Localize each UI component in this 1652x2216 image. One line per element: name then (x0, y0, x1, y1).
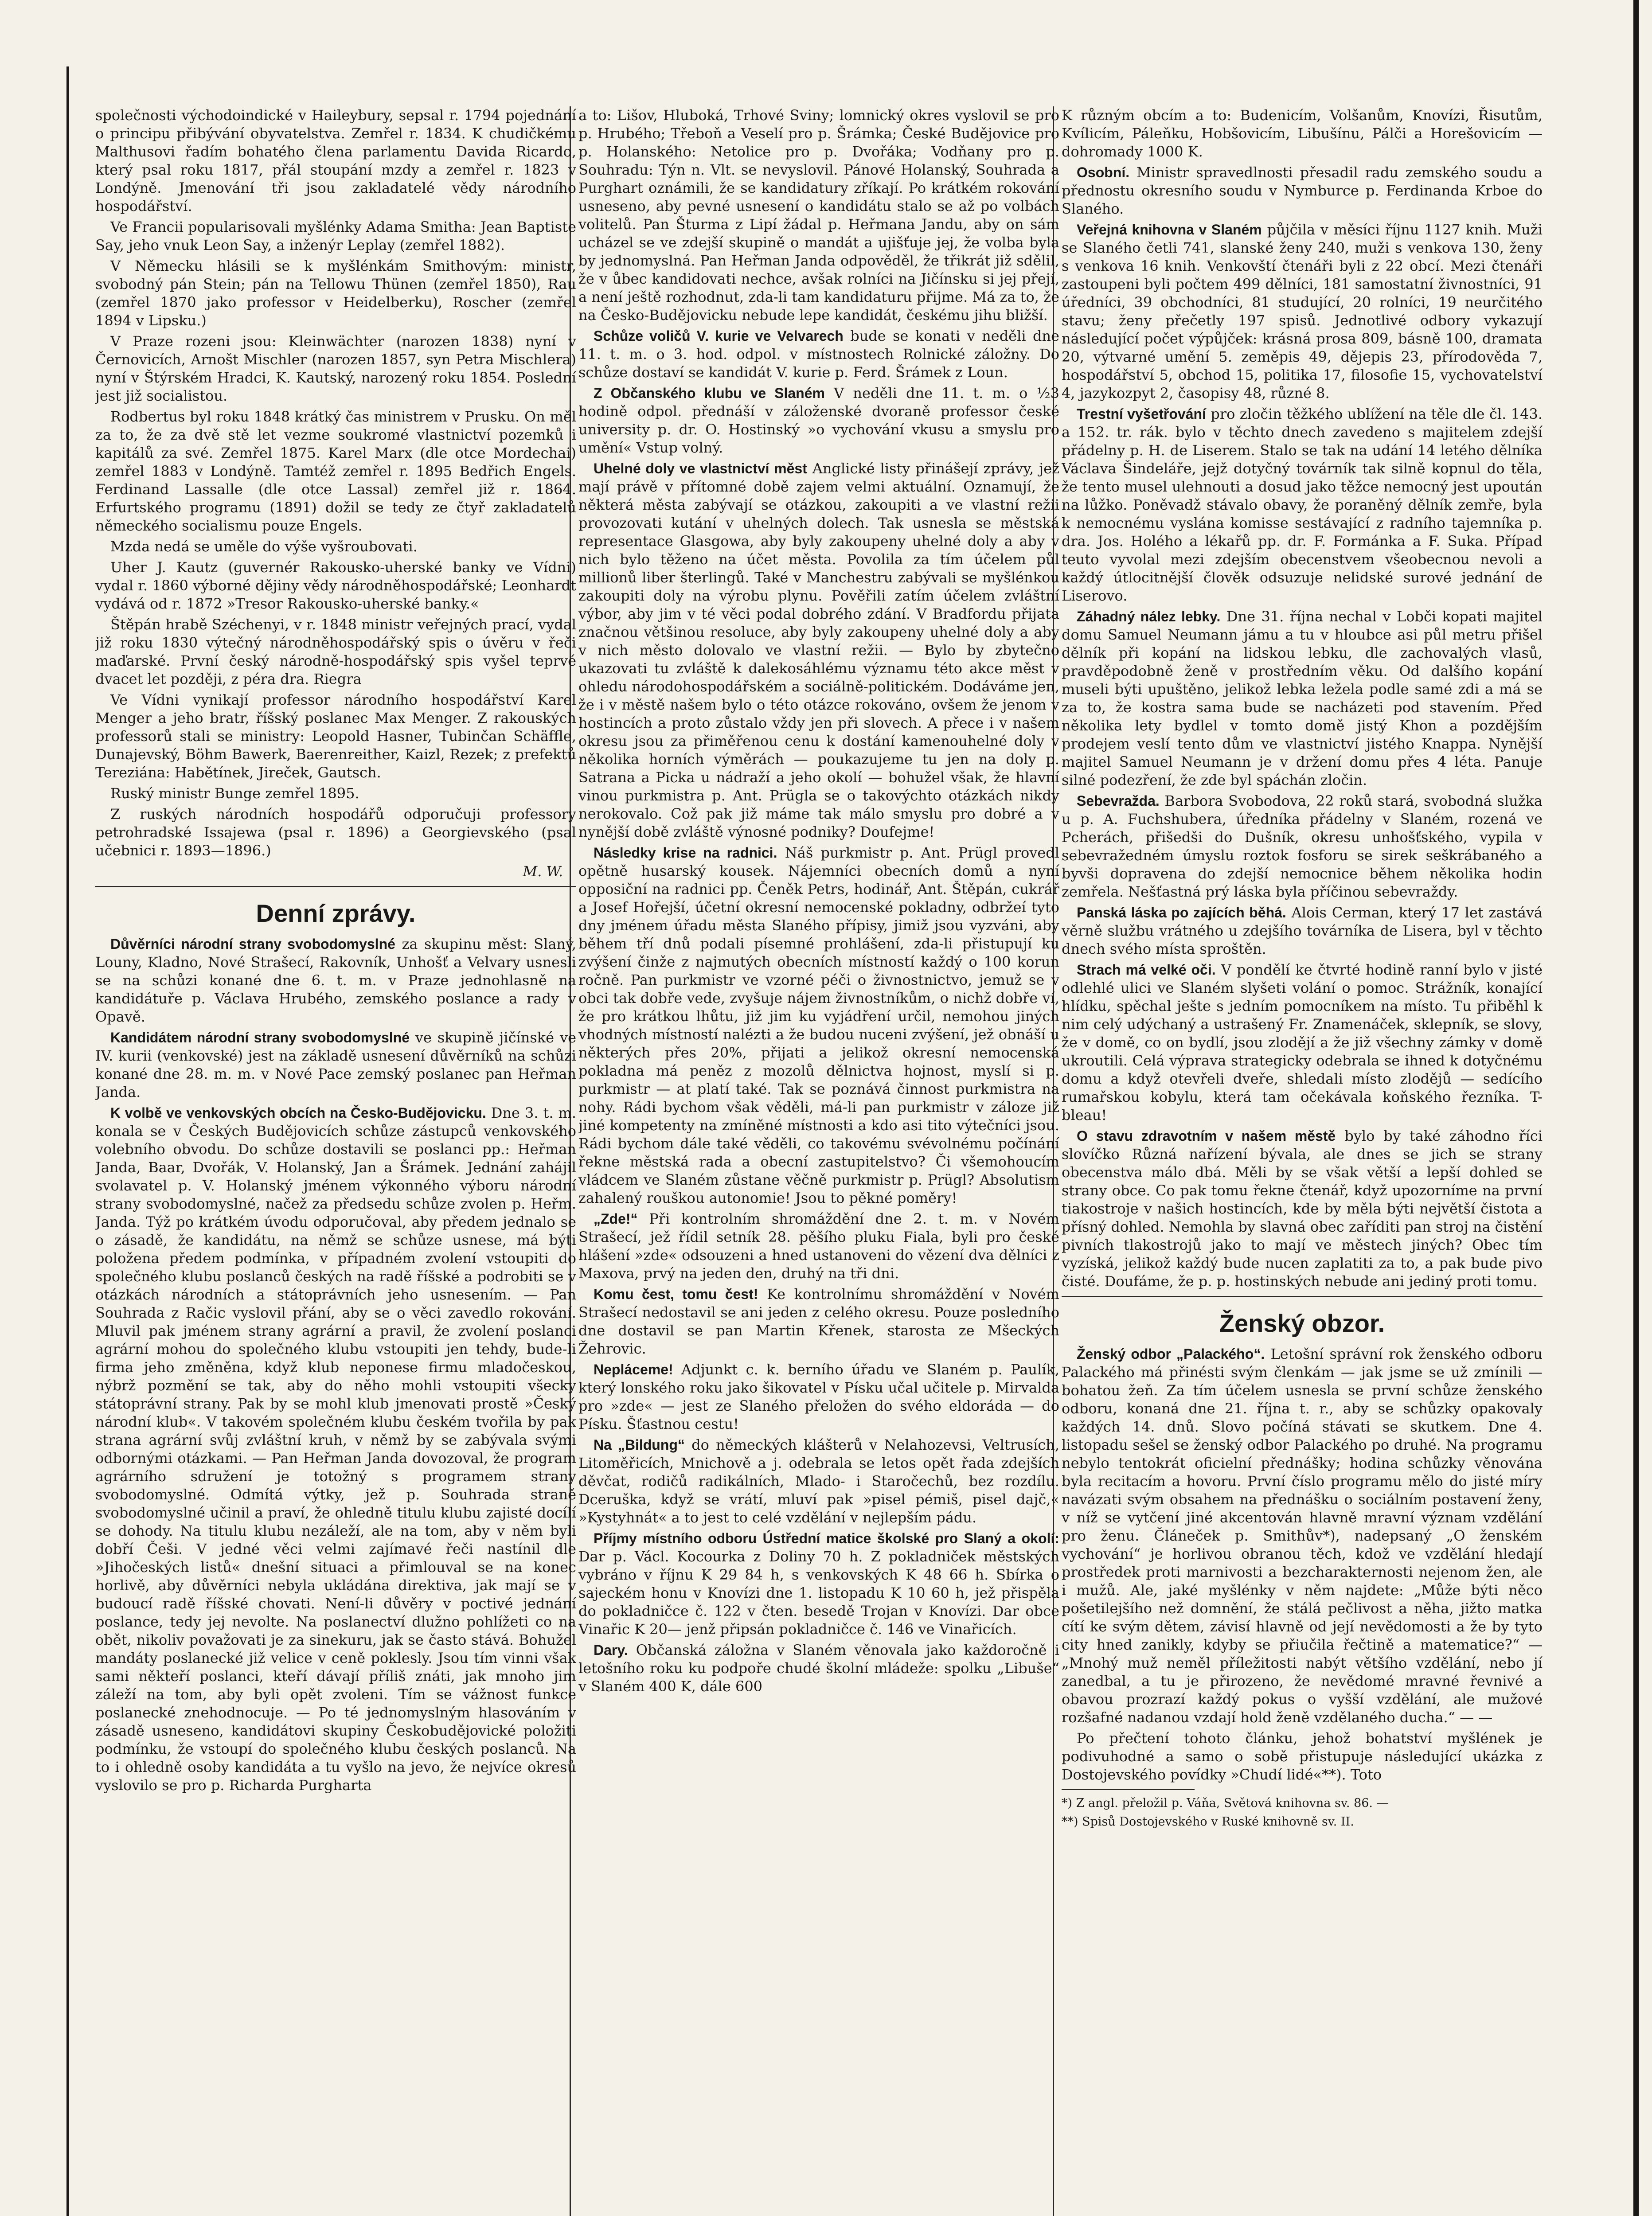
news-text: bylo by také záhodno říci slovíčko Různá nařízení bývala, ale dnes se jich se strany obecenstva málo dbá. Měli by se však větší a lepší dohled se strany obce. Co pak tomu řekne čtenář, když upozorníme na první tiakostroje v našich hostincích, kde by měla býti největší čistota a přísný dohled. Nemohla by slavná obec zaříditi pan stroj na čistění pivních tlakostrojů jako to mají ve městech jiných? Obec tím vyzíská, jelikož každý bude nucen zaplatiti za to, a pak bude pivo čisté. Doufáme, že p. p. hostinských nebude ani jediný proti tomu. (1062, 1128, 1543, 1290)
news-headline: Příjmy místního odboru Ústřední matice školské pro Slaný a okolí: (594, 1530, 1059, 1546)
news-item (1062, 904, 1543, 958)
news-headline: K volbě ve venkovských obcích na Česko-Budějovicku. (110, 1105, 486, 1121)
news-headline: Záhadný nález lebky. (1077, 609, 1221, 624)
news-text: bude se konati v neděli dne 11. t. m. o 3. hod. odpol. v místnostech Rolnické záložny. Do schůze dostaví se kandidát V. kurie p. Ferd. Šrámek z Loun. (578, 328, 1059, 381)
article-paragraph: Mzda nedá se uměle do výše vyšroubovati. (110, 538, 418, 555)
article-paragraph: Z ruských národních hospodářů odporučuji professory petrohradské Issajewa (psal r. 1896) a Georgievského (psal učebnici r. 1893—1896.) (95, 806, 576, 859)
news-item (1062, 608, 1543, 789)
news-headline: Veřejná knihovna v Slaném (1077, 222, 1262, 238)
news-item (95, 1104, 576, 1795)
news-text: V neděli dne 11. t. m. o ½3 hodině odpol. přednáší v záloženské dvoraně professor české university p. dr. O. Hostinský »o vychování vkusu a smyslu pro umění« Vstup volný. (578, 385, 1059, 456)
footnote-rule (1062, 1789, 1195, 1790)
section-title-womens-horizon: Ženský obzor. (1219, 1309, 1385, 1337)
page-edge-border (1633, 0, 1639, 2216)
news-text: Adjunkt c. k. berního úřadu ve Slaném p. Paulík, který lonského roku jako šikovatel v Písku učal učitele p. Mirvalda pro »zde« — jest ze Slaného přeložen do svého eldoráda — do Písku. Šťastnou cestu! (578, 1361, 1059, 1432)
news-text: ve skupině jičínské ve IV. kurii (venkovské) jest na základě usnesení důvěrníků na schůzi konané dne 28. m. m. v Nové Pace zemský poslanec pan Heřman Janda. (95, 1029, 576, 1100)
article-paragraph: společnosti východoindické v Haileybury, sepsal r. 1794 pojednání o principu přibývání obyvatelstva. Zemřel r. 1834. K chudičkému Malthusovi řadím bohatého člena parlamentu Davida Ricardo, který psal roku 1817, přál stoupání mzdy a zemřel r. 1823 v Londýně. Jmenování tři jsou zakladatelé vědy národního hospodářství. (95, 107, 576, 215)
article-paragraph: Ve Francii popularisovali myšlénky Adama Smitha: Jean Baptiste Say, jeho vnuk Leon Say, a inženýr Leplay (zemřel 1882). (95, 218, 576, 254)
news-headline: Schůze voličů V. kurie ve Velvarech (594, 328, 844, 344)
news-item (578, 1641, 1059, 1696)
news-item (578, 1361, 1059, 1433)
article-paragraph: Ruský ministr Bunge zemřel 1895. (110, 785, 359, 802)
news-text: pro zločin těžkého ublížení na těle dle čl. 143. a 152. tr. rák. bylo v těchto dnech zavedeno s majitelem zdejší přádelny p. H. de Liserem. Stalo se tak na udání 14 letého dělníka Václava Šindeláře, jejž dotyčný továrník tak silně kopnul do těla, že tento musel ulehnouti a dosud jako těžce nemocný jest upoután na lůžko. Poněvadž stávalo obavy, že poraněný dělník zemře, byla k nemocnému vyslána komisse sestávající z radního tajemníka p. dra. Jos. Holého a lékařů pp. dr. F. Formánka a F. Suka. Případ teuto vyvolal mezi zdejším obecenstvem všeobecnou nevoli a každý útlocitnější člověk odsuzuje nelidské surové jednání de Liserovo. (1062, 406, 1543, 604)
article-paragraph: Štěpán hrabě Széchenyi, v r. 1848 ministr veřejných prací, vydal již roku 1830 výtečný národněhospodářský spis o úvěru v řeči maďarské. První český národně-hospodářský spis vyšel teprvé dvacet let později, z péra dra. Riegra (95, 616, 576, 687)
news-headline: Důvěrníci národní strany svobodomyslné (110, 936, 395, 952)
news-text: Dar p. Václ. Kocourka z Doliny 70 h. Z pokladniček městských vybráno v říjnu K 29 84 h, s venkovských K 48 66 h. Sbírka o sajeckém honu v Knovízi dne 1. listopadu K 10 60 h, jež přispěla do pokladničce č. 122 v čten. besedě Trojan v Knovízi. Dar obce Vinařic K 20— jenž připsán pokladničce č. 146 ve Vinařicích. (578, 1548, 1059, 1638)
news-headline: Ženský odbor „Palackého“. (1077, 1346, 1265, 1362)
news-text: Anglické listy přinášejí zprávy, jež mají právě v přítomné době zajem velmi aktuální. Oznamují, že některá města zabývají se otázkou, zakoupiti a ve vlastní režii provozovati kutání v uhelných dolech. Tak usnesla se městská representace Glasgowa, aby byly zakoupeny uhelné doly a aby v nich bylo těženo na účet města. Povolila za tím účelem půl millionů liber šterlingů. Také v Manchestru zabývali se myšlénkou zakoupiti doly na výrobu plynu. Pověřili zatím účelem zvláštní výbor, aby jim v té věci podal dobrého zdání. V Bradfordu přijata značnou většinou resoluce, aby byly zakoupeny uhelné doly a aby v nich město dolovalo ve vlastní režii. — Bylo by zbytečno ukazovati tu zvláště k dalekosáhlému významu této akce měst v ohledu národohospodářském a sociálně-politickém. Dodáváme jen, že i v městě našem bylo o této otázce rokováno, ovšem že jenom v hostincích a proto zůstalo vždy jen při slovech. A přece i v našem okresu jsou za přiměřenou cenu k dostání kamenouhelné doly v několika horních výměrách — poukazujeme tu jen na doly p. Satrana a Picka u nádraží a jeho okolí — bohužel však, že hlavní vinou purkmistra p. Ant. Prügla se o takovýchto otázkách nikdy nerokovalo. Což pak již máme tak málo smyslu pro dobré a v nynější době zvláště výnosné podniky? Doufejme! (578, 460, 1059, 840)
news-item (578, 460, 1059, 841)
news-text: Při kontrolním shromáždění dne 2. t. m. v Novém Strašecí, jež řídil setník 28. pěšího pluku Fiala, byli pro české hlášení »zde« odsouzeni a hned ustanoveni do vězení dva dělníci z Maxova, prvý na jeden den, druhý na tři dni. (578, 1210, 1059, 1282)
news-text: Alois Cerman, který 17 let zastává věrně službu vrátného u zdejšího továrníka de Lisera, byl v těchto dnech svého místa sproštěn. (1062, 904, 1543, 957)
column-2 (578, 106, 1059, 2216)
news-item (95, 935, 576, 1026)
news-item (578, 327, 1059, 382)
news-item (1062, 792, 1543, 901)
news-text: půjčila v měsíci říjnu 1127 knih. Muži se Slaného četli 741, slanské ženy 240, muži s venkova 130, ženy s venkova 16 knih. Venkovští čtenáři byli z 22 obcí. Mezi čtenáři zastoupeni byli počtem 499 dělníci, 181 samostatní živnostníci, 91 úředníci, 39 obchodníci, 81 studující, 20 rolníci, 19 neurčitého stavu; ženy přečetly 197 spisů. Jednotlivé odbory vykazují následující počet výpůjček: krásná prosa 809, básně 100, dramata 20, výtvarné umění 5. zeměpis 49, dějepis 23, přírodověda 7, hospodářství 5, obchod 15, politika 17, filosofie 15, vychovatelství 4, jazykozpyt 2, časopisy 48, různé 8. (1062, 221, 1543, 402)
footnote: *) Z angl. přeložil p. Váňa, Světová knihovna sv. 86. — (1062, 1796, 1389, 1810)
news-headline: Z Občanského klubu ve Slaném (594, 385, 825, 401)
news-headline: Osobní. (1077, 164, 1130, 180)
news-headline: Trestní vyšetřování (1077, 406, 1206, 422)
footnote: **) Spisů Dostojevského v Ruské knihovně sv. II. (1062, 1815, 1354, 1829)
news-item (1062, 961, 1543, 1124)
news-headline: O stavu zdravotním v našem městě (1077, 1128, 1336, 1144)
news-headline: Uhelné doly ve vlastnictví měst (594, 460, 807, 476)
article-paragraph: V Německu hlásili se k myšlénkám Smithovým: ministr, svobodný pán Stein; pán na Tellowu Thünen (zemřel 1850), Rau (zemřel 1870 jako professor v Heidelberku), Roscher (zemřel 1894 v Lipsku.) (95, 257, 576, 329)
news-text: Ke kontrolnímu shromáždění v Novém Strašecí nedostavil se ani jeden z celého okresu. Pouze posledního dne dostavil se pan Martin Křenek, starosta ze Mšeckých Žehrovic. (578, 1286, 1059, 1357)
news-headline: Strach má velké oči. (1077, 962, 1216, 978)
news-item (1062, 164, 1543, 218)
article-paragraph: Ve Vídni vynikají professor národního hospodářství Karel Menger a jeho bratr, říšský poslanec Max Menger. Z rakouských professorů stali se ministry: Leopold Hasner, Tubinčan Schäffle, Dunajevský, Böhm Bawerk, Baerenreither, Kaizl, Rezek; z prefektů Tereziána: Habětínek, Jireček, Gautsch. (95, 691, 576, 781)
article-paragraph: a to: Lišov, Hluboká, Trhové Sviny; lomnický okres vyslovil se pro p. Hrubého; Třeboň a Veselí pro p. Šrámka; České Budějovice pro p. Holanského: Netolice pro p. Dvořáka; Vodňany pro p. Souhradu: Týn n. Vlt. se nevyslovil. Pánové Holanský, Souhrada a Purghart oznámili, že se kandidatury zříkají. Po krátkém rokování usneseno, aby pevné usnesení o kandidátu stalo se až po volbách volitelů. Pan Šturma z Lipí žádal p. Heřmana Jandu, aby on sám ucházel se ve zdejší skupině o mandát a ujišťuje jej, že volba byla by jednomyslná. Pan Heřman Janda odpověděl, že třikrát již sdělil, že v ůbec kandidovati nechce, avšak rolníci na Jičínsku si jej přejí, a není ještě rozhodnut, zda-li tam kandidaturu přijme. Má za to, že na Česko-Budějovicku nebude lepe kandidát, českému jihu bližší. (578, 107, 1059, 324)
news-headline: „Zde!“ (594, 1211, 638, 1227)
news-headline: Kandidátem národní strany svobodomyslné (110, 1030, 410, 1046)
article-paragraph: V Praze rozeni jsou: Kleinwächter (narozen 1838) nyní v Černovicích, Arnošt Mischler (narozen 1857, syn Petra Mischlera) nyní v Štýrském Hradci, K. Kautský, narozený roku 1854. Poslední jest již socialistou. (95, 333, 576, 404)
article-paragraph: K různým obcím a to: Budenicím, Volšanům, Knovízi, Řisutům, Kvílicím, Páleňku, Hobšovicím, Libušínu, Pálči a Horešovicím — dohromady 1000 K. (1062, 107, 1543, 160)
news-headline: Panská láska po zajících běhá. (1077, 905, 1286, 921)
news-item (578, 1436, 1059, 1527)
news-item (1062, 221, 1543, 402)
article-paragraph: Rodbertus byl roku 1848 krátký čas ministrem v Prusku. On měl za to, že za dvě stě let vezme soukromé vlastnictví pozemků i kapitálů za své. Zemřel 1875. Karel Marx (dle otce Mordechai) zemřel 1883 v Londýně. Tamtéž zemřel r. 1895 Bedřich Engels. Ferdinand Lassalle (dle otce Lassal) zemřel již r. 1864. Erfurtského programu (1891) dožil se tedy ze čtyř zakladatelů německého socialismu pouze Engels. (95, 408, 576, 534)
author-signature: M. W. (523, 863, 563, 880)
separator-rule (1062, 1296, 1543, 1297)
news-headline: Dary. (594, 1642, 628, 1658)
separator-rule (95, 886, 576, 887)
news-item (1062, 1127, 1543, 1291)
news-headline: Následky krise na radnici. (594, 845, 777, 861)
news-item (578, 844, 1059, 1207)
section-title-daily-news: Denní zprávy. (256, 899, 416, 927)
news-text: Dne 31. října nechal v Lobči kopati majitel domu Samuel Neumann jámu a tu v hloubce asi půl metru přišel dělník při kopání na lidskou lebku, dle zachovalých vlasů, pravděpodobně ženě v prostředním věku. Od dalšího kopání museli býti upuštěno, jelikož lebka ležela podle samé zdi a má se za to, že kostra sama bude se nacházeti pod stavením. Před několika lety bydlel v tomto domě jistý Khon a pozdějším prodejem veslí tento dům ve vlastnictví jistého Knappa. Nynější majitel Samuel Neumann je v držení domu přes 4 léta. Panuje silné podezření, že zde byl spáchán zločin. (1062, 608, 1543, 788)
article-paragraph: Po přečtení tohoto článku, jehož bohatství myšlének je podivuhodné a samo o sobě přistupuje následující ukázka z Dostojevského povídky »Chudí lidé«**). Toto (1062, 1730, 1543, 1783)
news-text: za skupinu měst: Slaný, Louny, Kladno, Nové Strašecí, Rakovník, Unhošť a Velvary usnesli se na schůzi konané dne 6. t. m. v Praze jednohlasně na kandidátuře p. Václava Hrubého, zemského poslance a rady v Opavě. (95, 936, 576, 1025)
news-item (1062, 405, 1543, 605)
news-headline: Na „Bildung“ (594, 1437, 685, 1453)
news-text: Barbora Svobodova, 22 roků stará, svobodná služka u p. A. Fuchshubera, úředníka přádelny v Slaném, rozená ve Pcherách, přišedši do Dušník, okresu unhošťského, vypila v sebevražedném úmyslu roztok fosforu se sirek seškrábaného a byvši dopravena do zdejší nemocnice během několika hodin zemřela. Nešťastná prý láska byla příčinou sebevraždy. (1062, 792, 1543, 900)
news-text: Ministr spravedlnosti přesadil radu zemského soudu a přednostu okresního soudu v Nymburce p. Ferdinanda Krboe do Slaného. (1062, 164, 1543, 217)
news-headline: Komu čest, tomu čest! (594, 1286, 758, 1302)
news-item (578, 1529, 1059, 1639)
news-headline: Sebevražda. (1077, 793, 1160, 809)
news-text: V pondělí ke čtvrté hodině ranní bylo v jisté odlehlé ulici ve Slaném slyšeti volání o pomoc. Strážník, konající hlídku, spěchal ješte s jedním pomocníkem na místo. Tu přiběhl k nim celý udýchaný a ustrašený Fr. Znamenáček, sklepník, se slovy, že v domě, co on bydlí, jsou zlodějí a že již všechny zámky v domě ukroutili. Celá výprava strategicky odebrala se ihned k dotyčnému domu a když otevřeli dveře, shledali místo zlodějů — sedícího rumařskou kobylu, která tam očekávala koňského řezníka. T-bleau! (1062, 961, 1543, 1124)
column-3 (1062, 106, 1543, 2216)
news-text: Náš purkmistr p. Ant. Prügl provedl opětně husarský kousek. Nájemníci obecních domů a nyní opposiční na radnici pp. Čeněk Petrs, hodinář, Ant. Štěpán, cukrář a Josef Hořejší, účetní okresní nemocenské pokladny, odbržeí tyto dny jménem úřadu města Slaného přípisy, jimiž jsou vyzváni, aby během tří dnů podali písemné prohlášení, zda-li přistupují ku zvýšení činže z najmutých obecních místností každý o 100 korun ročně. Pan purkmistr ve vzorné péči o živnostnictvo, jemuž se v obci tak dobře vede, zvyšuje nájem živnostníkům, o nichž dobře ví, že pro krátkou lhůtu, již jim ku vyjádření určil, nemohou jiných vhodných místností nalézti a že budou nuceni zvýšení, jež obnáší u některých přes 20%, přijati a jelikož okresní nemocenská pokladna má peněz z mozolů dělnictva hojnost, myslí si p. purkmistr — at platí také. Tak se poznává činnost purkmistra na nohy. Rádi bychom však věděli, má-li pan purkmistr v záloze již jiné kompetenty na zmíněné místnosti a kdo asi tito výtečníci jsou. Rádi bychom dále také věděli, co takovému svévolnému počínání řekne městská rada a obecní zastupitelstvo? Či všemohoucím vládcem ve Slaném zůstane věčně purkmistr p. Prügl? Absolutism zahalený rouškou autonomie! Jsou to pěkné poměry! (578, 844, 1059, 1206)
article-paragraph: Uher J. Kautz (guvernér Rakousko-uherské banky ve Vídni) vydal r. 1860 výborné dějiny vědy národněhospodářské; Leonhardt vydává od r. 1872 »Tresor Rakousko-uherské banky.« (95, 559, 576, 612)
page-edge-line (66, 66, 69, 2216)
news-text: Letošní správní rok ženského odboru Palackého má přinésti svým členkám — jak jsme se už zmínili — bohatou žeň. Za tím účelem usnesla se první schůze ženského odboru, konaná dne 21. října t. r., aby se schůzky opakovaly každých 14. dnů. Slovo počíná stávati se skutkem. Dne 4. listopadu sešel se ženský odbor Palackého po druhé. Na programu nebylo tentokrát oficielní přednášky; hodina schůzky věnována byla recitacím a hovoru. První číslo programu mělo do jisté míry navázati svým obsahem na přednášku o sociálním postavení ženy, v níž se vytčení jiné akcentován hlavně mravní význam vzdělání pro ženu. Článeček p. Smithův*), nadepsaný „O ženském vychování“ je horlivou obranou těch, kdož ve vzdělání hledají prostředek proti marnivosti a bezcharakternosti nejenom žen, ale i mužů. Ale, jaké myšlénky v něm najdete: „Může býti něco pošetilejšího než domnění, že stálá pečlivost a něha, jižto matka cítí ke svým dětem, závisí hlavně od její nevědomosti a že by tyto city hned zanikly, kdyby se přiučila řečtině a matematice?“ — „Mnohý muž neměl příležitosti nabýt většího vzdělání, nebo jí zanedbal, a tu je přirozeno, že nevědomé mravné řevnivé a obavou prozrazí každý pokus o vyšší vzdělání, ale mužové rozšafné nadanou vzdají hold ženě vzdělaného ducha.“ — — (1062, 1346, 1543, 1726)
news-item (95, 1029, 576, 1101)
news-text: Občanská záložna v Slaném věnovala jako každoročně i letošního roku ku podpoře chudé školní mládeže: spolku „Libuše“ v Slaném 400 K, dále 600 (578, 1642, 1059, 1695)
news-headline: Nepláceme! (594, 1362, 673, 1377)
news-item (578, 1210, 1059, 1283)
news-text: do německých klášterů v Nelahozevsi, Veltrusích, Litoměřicích, Mnichově a j. odebrala se letos opět řada zdejších děvčat, rodičů radikálních, Mlado- i Staročechů, bez rozdílu. Dceruška, když se vrátí, mluví pak »pisel pémiš, pisel dajč,« »Kystyhnát« a to jest to celé vzdělání v nejlepším pádu. (578, 1436, 1059, 1526)
news-text: Dne 3. t. m. konala se v Českých Budějovicích schůze zástupců venkovského volebního obvodu. Do schůze dostavili se poslanci pp.: Heřman Janda, Baar, Dvořák, V. Holanský, Jan a Šrámek. Jednání zahájil svolavatel p. V. Holanský jménem výkonného výboru národní strany svobodomyslné, načež za předsedu schůze zvolen p. Heřm. Janda. Týž po krátkém úvodu odporučoval, aby předem jednalo se o zásadě, že kandidátu, na němž se schůze usnese, má býti položena předem podmínka, v případném zvolení vstoupiti do společného klubu poslanců českých na radě říšské a podrobiti se v otázkách národních a státoprávních jeho usnesením. — Pan Souhrada z Račic vyslovil přání, aby se o věci zavedlo rokování. Mluvil pak jménem strany agrární a pravil, že zvolení poslanci agrární mohou do společného klubu vstoupiti jen tehdy, bude-li firma jeho změněna, když klub neponese firmu mladočeskou, nýbrž pozmění se tak, aby do něho mohli vstoupiti všecky státoprávní strany. Pak by se mohl klub jmenovati prostě »Český národní klub«. V takovém společném klubu českém tvořila by pak strana agrární svůj zvláštní kruh, v němž by se zabývala svými odbornými otázkami. — Pan Heřman Janda dovozoval, že program agrárního sdružení je totožný s programem strany svobodomyslné. Odmítá výtky, jež p. Souhrada straně svobodomyslné učinil a praví, že ohledně titulu klubu zajisté docílí se dohody. Na titulu klubu nezáleží, ale na tom, aby v něm byli dobří Češi. V jedné věci velmi zajímavé řeči nastínil dle »Jihočeských listů« dnešní situaci a přimlouval se na konec horlivě, aby důvěrníci nebyla ukládána direktiva, jak mají se v budoucí radě říšské chovati. Není-li důvěry v poctivé jednání poslance, tedy jej nevolte. Na poslanectví dlužno pohlížeti co na obět, nikoliv považovati je za sinekuru, jak se často stává. Bohužel mandáty poslanecké již velice v ceně poklesly. Jsou tím vinni však sami někteří poslanci, kteří dávají příliš znáti, jak mnoho jim záleží na tom, aby byli opět zvoleni. Tím se vážnost funkce poslanecké znehodnocuje. — Po té jednomyslným hlasováním v zásadě usneseno, kandidátovi skupiny Českobudějovické položiti podmínku, že vstoupí do společného klubu českých poslanců. Na to i ohledně osoby kandidáta a tu vyšlo na jevo, že nejvíce okresů vyslovilo se pro p. Richarda Purgharta (95, 1104, 576, 1794)
news-item (578, 1285, 1059, 1358)
news-item (578, 384, 1059, 457)
news-item (1062, 1345, 1543, 1727)
column-1 (95, 106, 576, 2216)
